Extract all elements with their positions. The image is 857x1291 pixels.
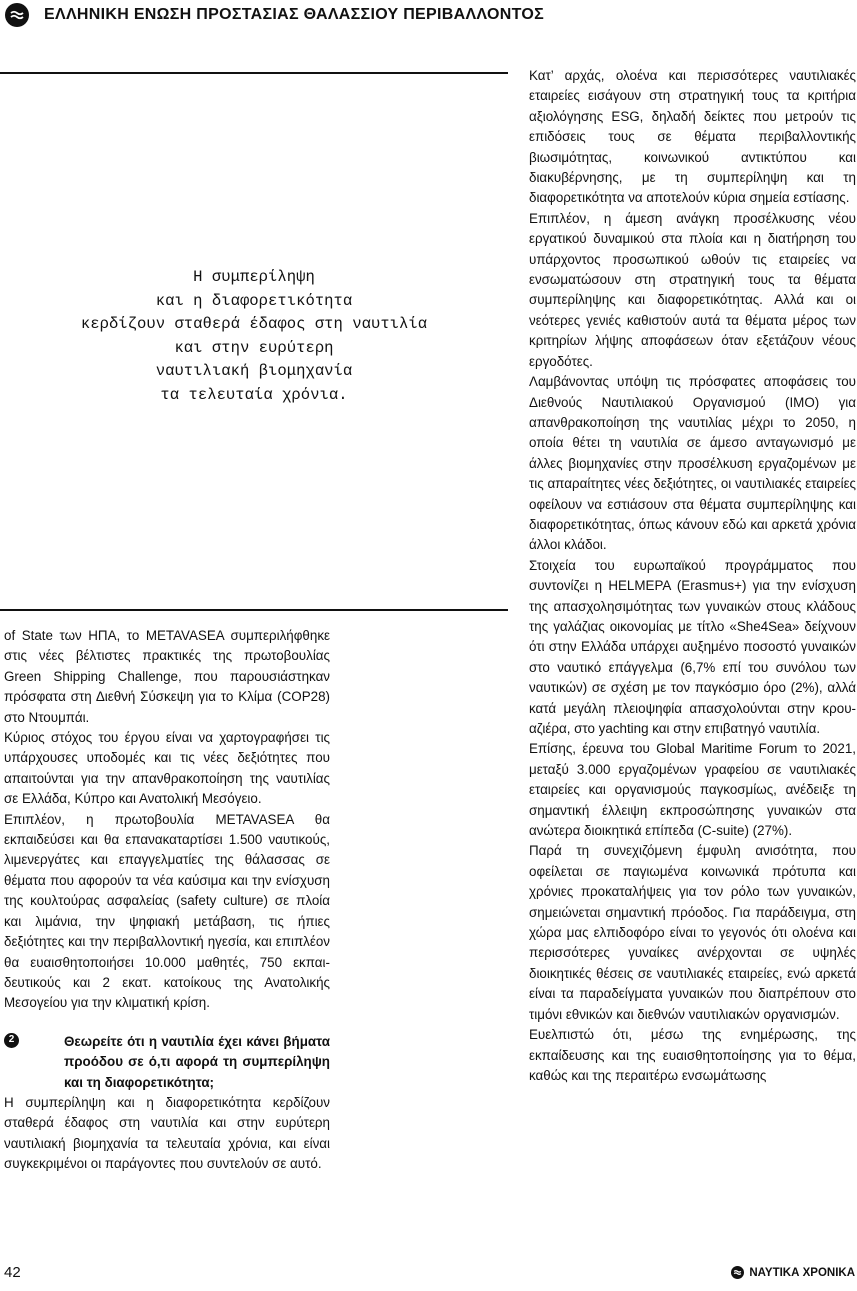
body-paragraph: Επιπλέον, η άμεση ανάγκη προσέλκυσης νέου εργατικού δυναμικού στα πλοία και η διατήρηση του υπάρχοντος προσωπικού ωθούν τις εταιρείες να ενσωματώσουν στη στρατηγική τους τα θέματα συμπερίληψης και διαφορετικότητας. Αλλά και οι νεότερες γενιές καθιστούν αυτά τα θέματα μέρος των κριτηρίων λήψης αποφάσεων όταν εξετάζουν νέους εργοδότες. [529, 210, 856, 369]
interview-question [4, 1032, 330, 1093]
answer-paragraph: Η συμπερίληψη και η διαφορετικότητα κερδίζουν σταθερά έδαφος στη ναυτιλία και στην ευρύτερη ναυτιλιακή βιομηχανία τα τελευταία χρόνια, και είναι συγκεκριμένοι οι παράγοντες που συντελούν σε αυτό. [4, 1094, 330, 1172]
top-divider [0, 72, 508, 74]
footer-brand-name: ΝΑΥΤΙΚΑ ΧΡΟΝΙΚΑ [749, 1266, 855, 1279]
pull-quote-line: ναυτιλιακή βιομηχανία [155, 362, 353, 381]
body-paragraph: of State των ΗΠΑ, το METAVASEA συμπεριλήφθηκε στις νέες βέλτιστες πρακτικές της πρωτοβουλίας Green Shipping Challenge, που παρουσιάστηκαν πρόσφατα στη Διεθνή Σύσκεψη για το Κλίμα (COP28) στο Ντουμπάι. [4, 628, 330, 725]
pull-quote-line: και η διαφορετικότητα [155, 291, 353, 310]
wave-icon-graphic [733, 1268, 742, 1277]
page-number: 42 [4, 1264, 21, 1281]
body-paragraph: Επίσης, έρευνα του Global Maritime Forum το 2021, μεταξύ 3.000 εργαζομένων γραφείου σε ναυτιλιακές εταιρείες και οργανισμούς παγκοσμίως, ανέδειξε τη σημαντική έλλειψη εκπροσώπησης γυναικών στα ανώτερα διοικητικά επίπεδα (C-suite) (27%). [529, 741, 856, 839]
pull-quote-line: και στην ευρύτερη [174, 338, 334, 357]
body-paragraph: Λαμβάνοντας υπόψη τις πρόσφατες αποφάσεις του Διεθνούς Ναυτιλιακού Οργανισμού (ΙΜΟ) για απανθρακοποίηση της ναυτιλίας μέχρι το 2050, η οποία θέτει τη ναυτιλία σε άμεσο ανταγωνισμό με άλλες βιομηχανίες στην προσέλκυση εργαζομένων με τις απαραίτητες νέες δεξιότητες, οι ναυτιλιακές εταιρείες οφείλουν να εστιάσουν στα θέματα συμπερίληψης και διαφορετικότητας, όπως κάνουν εδώ και αρκετά χρόνια άλλοι κλάδοι. [529, 374, 857, 553]
pull-quote [0, 266, 508, 408]
wave-logo-icon [731, 1266, 744, 1279]
footer-brand [731, 1266, 855, 1279]
bottom-divider [0, 609, 508, 611]
body-paragraph: Επιπλέον, η πρωτοβουλία METAVASEA θα εκπαιδεύσει και θα επανακαταρτίσει 1.500 ναυτικούς, λιμενεργάτες και επαγγελματίες της θάλασσας σε θέματα που αφορούν τα νέα καύσιμα και την ενίσχυση της κουλτούρας ασφαλείας (safety culture) σε πλοία και λιμάνια, την ψηφιακή μετάβαση, τις ήπιες δεξιότητες και την περιβαλλοντική ηγεσία, και επιπλέον θα ευαισθητοποιήσει 10.000 μαθητές, 750 εκπαιδευτικούς και 2 εκατ. κατοίκους της Ανατολικής Μεσογείου για την κλιματική κρίση. [4, 811, 330, 1011]
publication-header-title: ΕΛΛΗΝΙΚΗ ΕΝΩΣΗ ΠΡΟΣΤΑΣΙΑΣ ΘΑΛΑΣΣΙΟΥ ΠΕΡΙΒΑΛΛΟΝΤΟΣ [44, 6, 545, 23]
pull-quote-line: τα τελευταία χρόνια. [160, 385, 348, 404]
body-paragraph: Ευελπιστώ ότι, μέσω της ενημέρωσης, της εκπαίδευσης και της ευαισθητοποίησης για το θέμα, καθώς και της περαιτέρω ενσωμάτωσης [529, 1027, 856, 1083]
body-paragraph: Στοιχεία του ευρωπαϊκού προγράμματος που συντονίζει η HELMEPA (Erasmus+) για την ενίσχυση της απασχολησιμότητας των γυναικών στους κλάδους της γαλάζιας οικονομίας με τίτλο «She4Sea» δείχνουν ότι στην Ελλάδα υπάρχει αυξημένο ποσοστό γυναικών στο ναυτικό επάγγελμα (6,7% επί του συνόλου των ναυτικών) σε σχέση με τον παγκόσμιο όρο (2%), αλλά κατά μεγάλη πλειοψηφία απασχολούνται στην κρουαζιέρα, στο yachting και στην επιβατηγό ναυτιλία. [529, 557, 856, 736]
left-column [4, 626, 330, 1175]
question-number-badge: 2 [4, 1033, 19, 1048]
body-paragraph: Παρά τη συνεχιζόμενη έμφυλη ανισότητα, που οφείλεται σε παγιωμένα κοινωνικά πρότυπα και χρόνιες προκαταλήψεις για τον ρόλο των γυναικών, σημειώνεται σημαντική πρόοδος. Για παράδειγμα, στη χώρα μας ελπιδοφόρο είναι το γεγονός ότι ολοένα και περισσότερες γυναίκες ανέρχονται σε υψηλές διοικητικές θέσεις σε ναυτιλιακές εταιρείες, ενώ αρκετά είναι τα παραδείγματα γυναικών που διαπρέπουν στο τιμόνι εθνικών και διεθνών ναυτιλιακών οργανισμών. [529, 843, 856, 1022]
pull-quote-line: Η συμπερίληψη [193, 268, 315, 286]
wave-icon-graphic [9, 7, 25, 23]
right-column [529, 66, 856, 1086]
body-paragraph: Κύριος στόχος του έργου είναι να χαρτογραφήσει τις υπάρχουσες υποδομές και τις νέες δεξιότητες που απαιτούνται για την απανθρακοποίηση της ναυτιλίας σε Ελλάδα, Κύπρο και Ανατολική Μεσόγειο. [4, 730, 330, 807]
question-text: Θεωρείτε ότι η ναυτιλία έχει κάνει βήματα προόδου σε ό,τι αφορά τη συμπερίληψη και τη διαφορετικότητα; [64, 1033, 330, 1090]
pull-quote-line: κερδίζουν σταθερά έδαφος στη ναυτιλία [80, 315, 428, 334]
wave-logo-icon [5, 3, 29, 27]
body-paragraph: Κατ’ αρχάς, ολοένα και περισσότερες ναυτιλιακές εταιρείες εισάγουν στη στρατηγική τους τα κριτήρια αξιολόγησης ESG, δηλαδή δείκτες που μετρούν τις επιδόσεις τους σε θέματα περιβαλλοντικής βιωσιμότητας, κοινωνικού αντικτύπου και διακυβέρνησης, με τη συμπερίληψη και τη διαφορετικότητα να αποτελούν κύρια σημεία εστίασης. [529, 68, 856, 206]
